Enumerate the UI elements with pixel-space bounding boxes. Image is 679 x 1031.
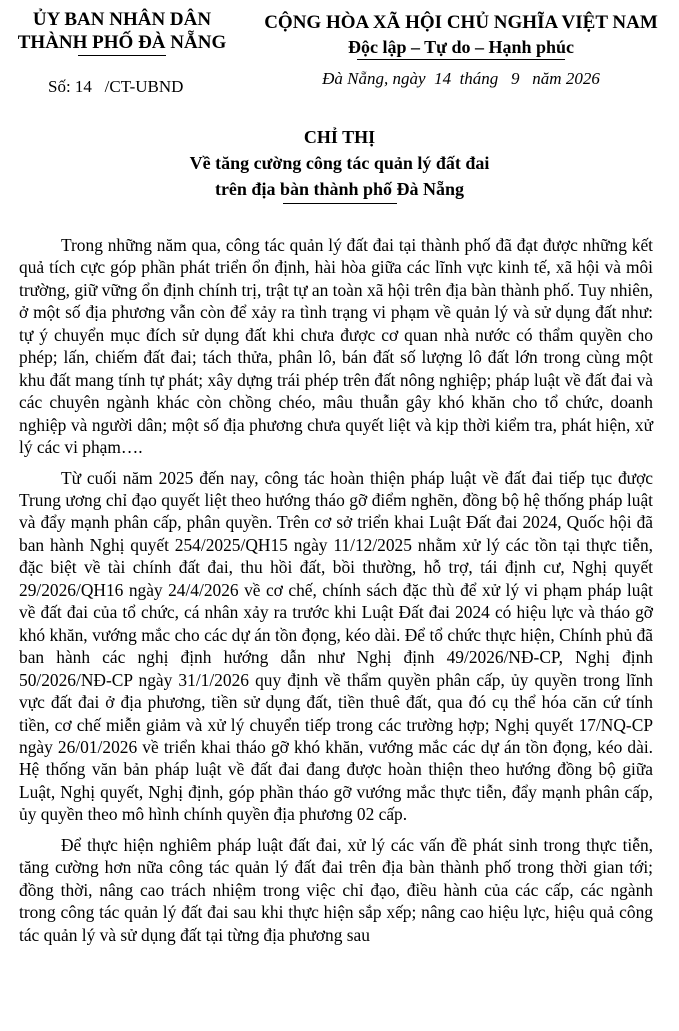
national-motto: Độc lập – Tự do – Hạnh phúc: [347, 37, 575, 57]
title-line-2: trên địa bàn thành phố Đà Nẵng: [214, 179, 465, 199]
agency-underline: [78, 55, 166, 56]
nation-name: CỘNG HÒA XÃ HỘI CHỦ NGHĨA VIỆT NAM: [264, 12, 658, 33]
document-title: [0, 124, 679, 204]
paragraph: Từ cuối năm 2025 đến nay, công tác hoàn thiện pháp luật về đất đai tiếp tục được Trung ương chỉ đạo quyết liệt theo hướng tháo gỡ điểm nghẽn, đồng bộ hệ thống pháp luật và đẩy mạnh phân cấp, phân quyền. Trên cơ sở triển khai Luật Đất đai 2024, Quốc hội đã ban hành Nghị quyết 254/2025/QH15 ngày 11/12/2025 nhằm xử lý các tồn tại thực tiễn, đặc biệt về tài chính đất đai, thu hồi đất, bồi thường, hỗ trợ, tái định cư, Nghị quyết 29/2026/QH16 ngày 24/4/2026 về cơ chế, chính sách đặc thù để xử lý vi phạm pháp luật về đất đai của tổ chức, cá nhân xảy ra trước khi Luật Đất đai 2024 có hiệu lực và tháo gỡ khó khăn, vướng mắc cho các dự án tồn đọng, kéo dài. Để tổ chức thực hiện, Chính phủ đã ban hành các nghị định hướng dẫn như Nghị định 49/2026/NĐ-CP, Nghị định 50/2026/NĐ-CP ngày 31/1/2026 quy định về thẩm quyền phân cấp, ủy quyền trong lĩnh vực đất đai ở địa phương, tiền sử dụng đất, tiền thuê đất, qua đó cụ thể hóa căn cứ tính tiền, cơ chế miễn giảm và xử lý chuyển tiếp trong các trường hợp; Nghị quyết 17/NQ-CP ngày 26/01/2026 về triển khai tháo gỡ khó khăn, vướng mắc các dự án tồn đọng, kéo dài. Hệ thống văn bản pháp luật về đất đai đang được hoàn thiện theo hướng đồng bộ giữa Luật, Nghị quyết, Nghị định, góp phần tháo gỡ vướng mắc thực tiễn, đẩy mạnh phân cấp, ủy quyền theo mô hình chính quyền địa phương 02 cấp.: [19, 467, 653, 825]
document-number: Số: 14 /CT-UBND: [48, 77, 184, 96]
issue-date: Đà Nẵng, ngày 14 tháng 9 năm 2026: [322, 69, 600, 88]
document-type: CHỈ THỊ: [303, 127, 376, 147]
agency-line-2: THÀNH PHỐ ĐÀ NẴNG: [17, 32, 227, 53]
title-line-1: Về tăng cường công tác quản lý đất đai: [189, 153, 490, 173]
title-underline: [283, 203, 397, 204]
agency-line-1: ỦY BAN NHÂN DÂN: [32, 9, 212, 30]
motto-underline: [357, 59, 565, 60]
issuing-agency: [6, 8, 238, 56]
paragraph: Để thực hiện nghiêm pháp luật đất đai, xử lý các vấn đề phát sinh trong thực tiễn, tăng cường hơn nữa công tác quản lý đất đai trên địa bàn thành phố trong thời gian tới; đồng thời, nâng cao trách nhiệm trong việc chỉ đạo, điều hành của các cấp, các ngành trong công tác quản lý đất đai sau khi thực hiện sắp xếp; nâng cao hiệu lực, hiệu quả công tác quản lý và sử dụng đất tại từng địa phương sau: [19, 834, 653, 945]
paragraph: Trong những năm qua, công tác quản lý đất đai tại thành phố đã đạt được những kết quả tích cực góp phần phát triển ổn định, hài hòa giữa các lĩnh vực kinh tế, xã hội và môi trường, giữ vững ổn định chính trị, trật tự an toàn xã hội trên địa bàn thành phố. Tuy nhiên, ở một số địa phương vẫn còn để xảy ra tình trạng vi phạm về quản lý và sử dụng đất như: tự ý chuyển mục đích sử dụng đất khi chưa được cơ quan nhà nước có thẩm quyền cho phép; lấn, chiếm đất đai; tách thửa, phân lô, bán đất số lượng lô đất lớn trong cùng một khu đất mang tính tự phát; xây dựng trái phép trên đất nông nghiệp; pháp luật về đất đai và các chuyên ngành khác còn chồng chéo, mâu thuẫn gây khó khăn cho tổ chức, doanh nghiệp và người dân; một số địa phương chưa quyết liệt và kịp thời kiểm tra, phát hiện, xử lý các vi phạm….: [19, 235, 653, 458]
document-body: [19, 234, 653, 954]
national-header: [248, 11, 674, 60]
